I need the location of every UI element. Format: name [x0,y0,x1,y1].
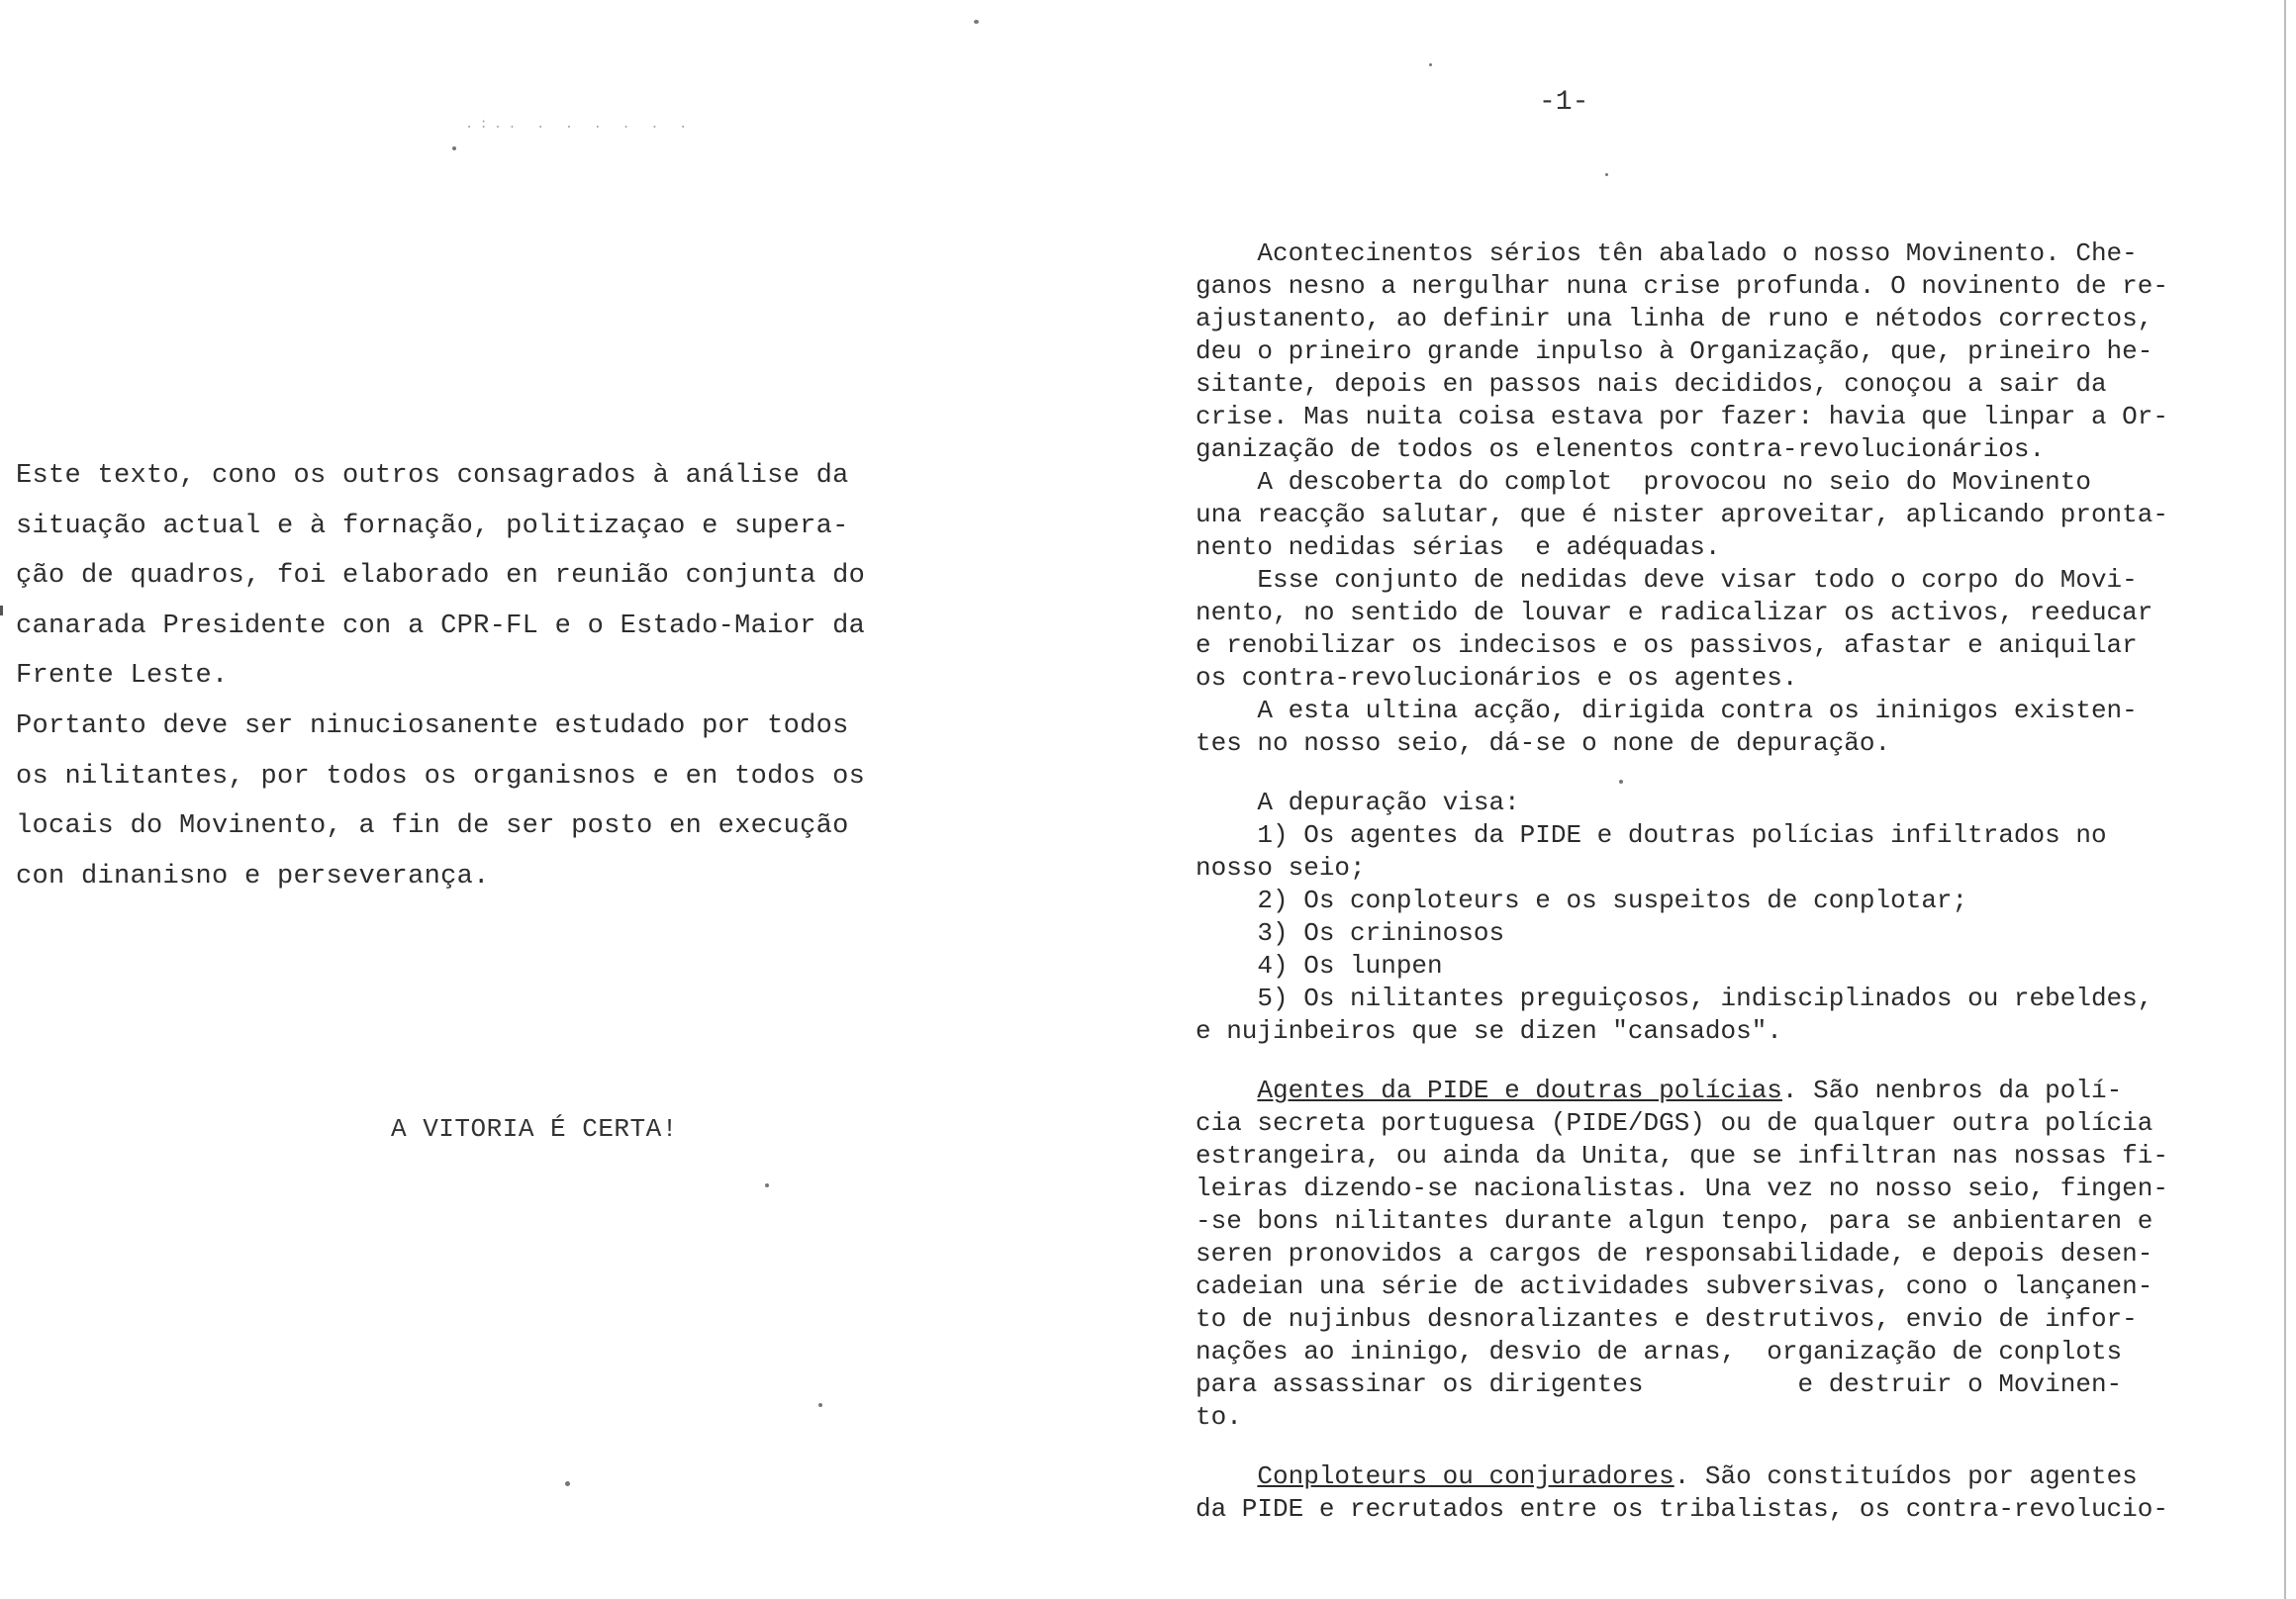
agentes-line: seren pronovidos a cargos de responsabilidade, e depois desen- [1196,1239,2153,1269]
agentes-line: estrangeira, ou ainda da Unita, que se infiltran nas nossas fi- [1196,1141,2168,1171]
agentes-heading: Agentes da PIDE e doutras polícias [1257,1076,1782,1105]
list-item: 4) Os lunpen [1196,951,1443,981]
conploteurs-heading: Conploteurs ou conjuradores [1257,1461,1674,1491]
scan-speck [452,146,456,150]
agentes-line: para assassinar os dirigentes e destruir o Movinen- [1196,1369,2123,1399]
scan-speck [765,1183,769,1187]
agentes-line: cia secreta portuguesa (PIDE/DGS) ou de qualquer outra polícia [1196,1108,2153,1138]
conploteurs-line: da PIDE e recrutados entre os tribalistas, os contra-revolucio- [1196,1494,2168,1524]
list-item: 2) Os conploteurs e os suspeitos de conplotar; [1196,886,1968,915]
text-line: ganização de todos os elenentos contra-revolucionários. [1196,434,2046,464]
text-line: e renobilizar os indecisos e os passivos, afastar e aniquilar [1196,630,2138,660]
list-item: nosso seio; [1196,853,1366,883]
agentes-line: leiras dizendo-se nacionalistas. Una vez no nosso seio, fingen- [1196,1174,2168,1203]
left-page [0,0,1128,1599]
text-line: Esse conjunto de nedidas deve visar todo o corpo do Movi- [1196,565,2138,595]
agentes-line: to. [1196,1402,1242,1432]
text-line: Acontecinentos sérios tên abalado o nosso Movinento. Che- [1196,238,2138,268]
text-line: ganos nesno a nergulhar nuna crise profunda. O novinento de re- [1196,271,2168,301]
slogan: A VITORIA É CERTA! [391,1114,678,1144]
text-line: os contra-revolucionários e os agentes. [1196,663,1798,693]
conploteurs-first-line [1196,1460,2294,1493]
text-line: una reacção salutar, que é nister aproveitar, aplicando pronta- [1196,500,2168,529]
text-line: crise. Mas nuita coisa estava por fazer: havia que linpar a Or- [1196,402,2168,431]
list-item: 5) Os nilitantes preguiçosos, indisciplinados ou rebeldes, [1196,984,2153,1013]
text-line: A esta ultina acção, dirigida contra os ininigos existen- [1196,696,2138,725]
agentes-line: nações ao ininigo, desvio de arnas, organização de conplots [1196,1337,2123,1366]
page-number: -1- [1539,87,1589,118]
list-item: e nujinbeiros que se dizen "cansados". [1196,1016,1782,1046]
scan-noise: .:.. . . . . . . [465,117,694,133]
agentes-line: -se bons nilitantes durante algun tenpo, para se anbientaren e [1196,1206,2153,1236]
agentes-line: cadeian una série de actividades subversivas, cono o lançanen- [1196,1271,2153,1301]
agentes-line: . São nenbros da polí- [1781,1076,2123,1105]
text-line: nento, no sentido de louvar e radicalizar os activos, reeducar [1196,598,2153,627]
depuracao-intro: A depuração visa: [1196,788,1520,817]
scan-speck [565,1481,570,1486]
text-line: deu o prineiro grande inpulso à Organização, que, prineiro he- [1196,336,2153,366]
scan-speck [818,1403,822,1407]
list-item: 3) Os crininosos [1196,918,1505,948]
conploteurs-line: . São constituídos por agentes [1674,1461,2138,1491]
text-line: ajustanento, ao definir una linha de runo e nétodos correctos, [1196,304,2153,333]
agentes-first-line [1196,1075,2294,1107]
intro-paragraph-2: Portanto deve ser ninuciosanente estudado por todos os nilitantes, por todos os organisnos e en todos os locais do Movinento, a fin de ser posto en execução con dinanisno e perseverança. [16,711,866,892]
scan-speck [974,20,979,24]
intro-paragraph-1: Este texto, cono os outros consagrados à análise da situação actual e à fornação, politizaçao e supera- ção de quadros, foi elaborado en reunião conjunta do canarada Presidente con a CPR-FL e o Estado-Maior da Frente Leste. [16,461,866,691]
text-line: A descoberta do complot provocou no seio do Movinento [1196,467,2091,497]
text-line: nento nedidas sérias e adéquadas. [1196,532,1721,562]
text-line: tes no nosso seio, dá-se o none de depuração. [1196,728,1891,758]
list-item: 1) Os agentes da PIDE e doutras polícias infiltrados no [1196,820,2107,850]
agentes-line: to de nujinbus desnoralizantes e destrutivos, envio de infor- [1196,1304,2138,1334]
text-line: sitante, depois en passos nais decididos, conoçou a sair da [1196,369,2107,399]
